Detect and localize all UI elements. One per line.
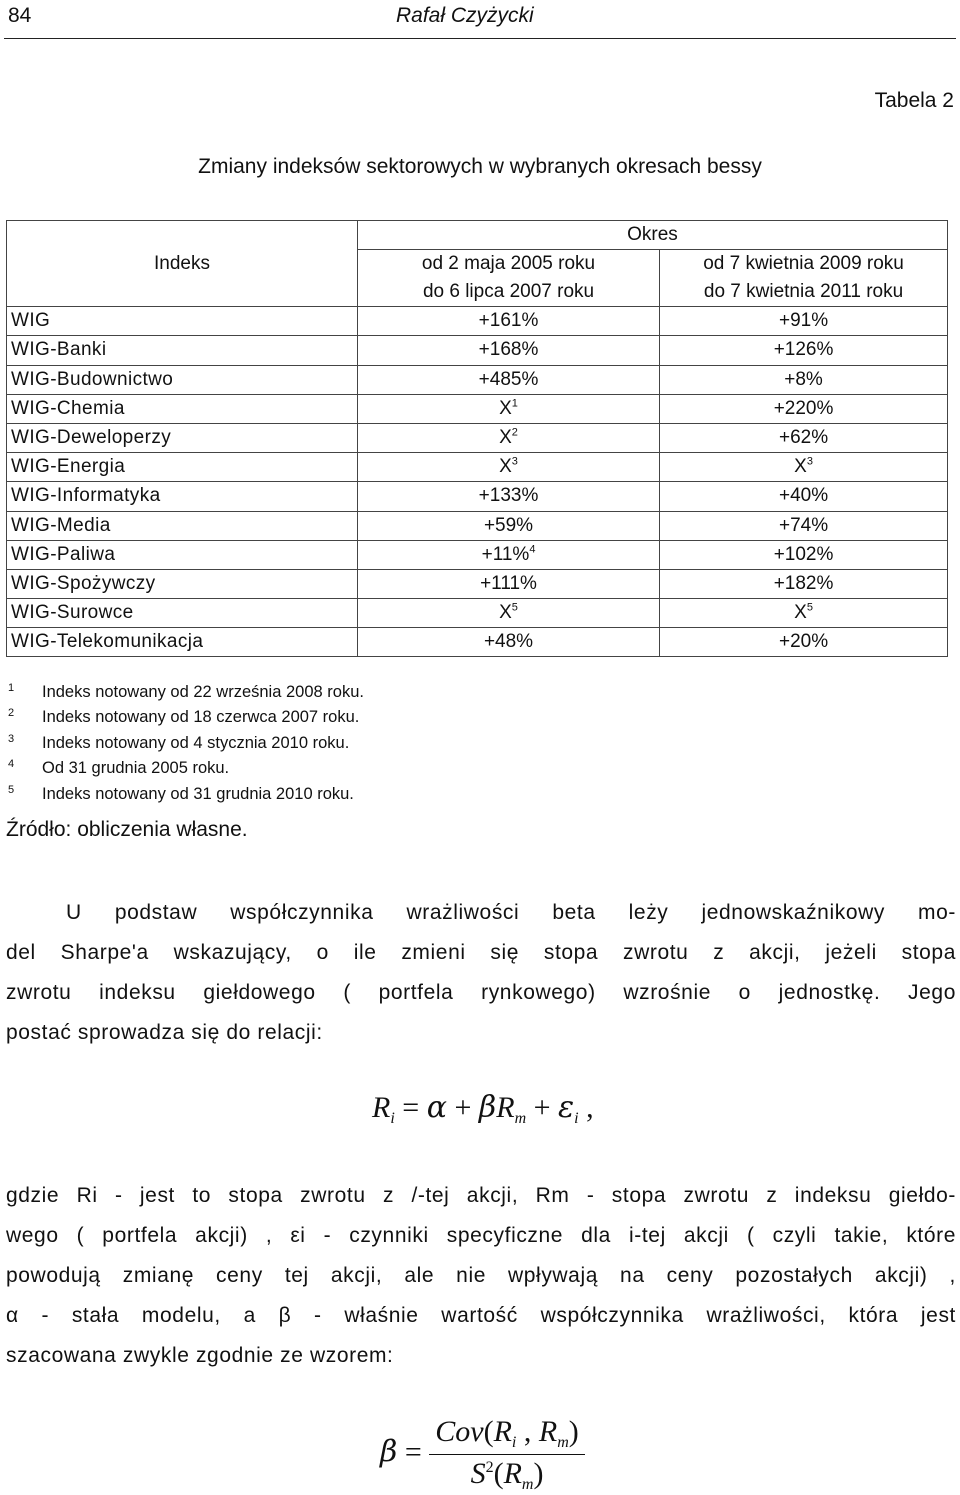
table-row [7,482,948,511]
row-value-p2 [660,599,948,628]
text-line: α - stała modelu, a β - właśnie wartość współczynnika wrażliwości, która jest [6,1304,956,1327]
period-2-line-2: do 7 kwietnia 2011 roku [703,281,904,303]
formula-sharpe-model: $R_i = \alpha + \beta R_m + \varepsilon_i$ , [372,1090,594,1127]
row-value-p1 [357,453,659,482]
row-value-p2 [660,336,948,365]
value-text: X [499,456,512,478]
column-header-period-2 [660,250,948,307]
table-label: Tabela 2 [874,89,954,112]
row-value-p1 [357,365,659,394]
row-index-name: WIG-Paliwa [7,540,358,569]
value-text: +74% [778,514,829,536]
period-1-line-2: do 6 lipca 2007 roku [422,281,595,303]
text-line: postać sprowadza się do relacji: [6,1021,323,1044]
value-text: +91% [778,310,829,332]
beta-fraction: $\frac{Cov(R_i , R_m)}{S^2(R_m)}$ [429,1415,585,1494]
row-value-p2 [660,453,948,482]
value-text: +8% [784,368,823,390]
row-index-name: WIG-Banki [7,336,358,365]
page-header [0,0,960,40]
source-note: Źródło: obliczenia własne. [6,818,248,841]
row-index-name: WIG-Surowce [7,599,358,628]
text-line: U podstaw współczynnika wrażliwości beta leży jednowskaźnikowy mo- [66,901,956,924]
text-line: powodują zmianę ceny tej akcji, ale nie wpływają na ceny pozostałych akcji) , [6,1264,956,1287]
text-line: szacowana zwykle zgodnie ze wzorem: [6,1344,394,1367]
footnote [8,680,364,705]
paragraph-definitions [6,1176,956,1376]
formula-beta: β = $\frac{Cov(R_i , R_m)}{S^2(R_m)}$ [380,1415,585,1494]
row-value-p2 [660,423,948,452]
value-text: +161% [478,310,539,332]
period-2-line-1: od 7 kwietnia 2009 roku [703,253,904,275]
row-value-p1 [357,540,659,569]
footnote-ref: 3 [806,455,813,468]
row-index-name: WIG [7,307,358,336]
footnote [8,782,364,807]
row-value-p1 [357,336,659,365]
row-value-p1 [357,482,659,511]
running-head-author: Rafał Czyżycki [396,4,534,27]
row-index-name: WIG-Energia [7,453,358,482]
value-text: +20% [778,631,829,653]
column-header-period-1 [357,250,659,307]
page-number: 84 [8,4,32,27]
table-row [7,540,948,569]
table-row [7,394,948,423]
row-value-p1 [357,511,659,540]
value-text: +11% [481,543,530,565]
footnote-mark: 1 [8,682,15,694]
table-row [7,599,948,628]
text-line: wego ( portfela akcji) , εi - czynniki specyficzne dla i-tej akcji ( czyli takie, które [6,1224,956,1247]
row-index-name: WIG-Deweloperzy [7,423,358,452]
column-header-index: Indeks [7,221,358,307]
footnote-ref: 2 [511,426,518,439]
row-value-p2 [660,394,948,423]
footnote-ref: 3 [511,455,518,468]
row-index-name: WIG-Budownictwo [7,365,358,394]
paragraph-intro [6,893,956,1053]
footnote-mark: 2 [8,707,15,720]
table-row [7,307,948,336]
value-text: +59% [483,514,534,536]
value-text: +133% [478,485,539,507]
value-text: X [499,602,512,624]
value-text: +168% [478,339,539,361]
value-text: +62% [778,427,829,449]
row-index-name: WIG-Media [7,511,358,540]
value-text: +182% [773,572,834,594]
footnote [8,705,364,730]
value-text: +111% [480,572,537,594]
period-1-line-1: od 2 maja 2005 roku [421,253,596,275]
text-line: gdzie Ri - jest to stopa zwrotu z /-tej akcji, Rm - stopa zwrotu z indeksu giełdo- [6,1184,956,1207]
table-row [7,511,948,540]
footnote-text: Od 31 grudnia 2005 roku. [42,759,230,778]
footnote-ref: 5 [511,601,518,614]
value-text: X [794,456,807,478]
row-value-p2 [660,628,948,657]
footnote-mark: 5 [8,783,15,796]
footnote [8,756,364,781]
row-value-p1 [357,569,659,598]
row-value-p1 [357,628,659,657]
row-index-name: WIG-Spożywczy [7,569,358,598]
value-text: +485% [478,368,539,390]
table-row [7,569,948,598]
table-row [7,453,948,482]
row-value-p1 [357,307,659,336]
footnote-mark: 3 [8,732,15,745]
value-text: X [499,427,512,449]
header-rule [4,38,956,39]
value-text: +102% [773,543,834,565]
row-index-name: WIG-Telekomunikacja [7,628,358,657]
table-row [7,336,948,365]
footnote-text: Indeks notowany od 22 września 2008 roku. [42,683,364,701]
footnotes [8,680,364,807]
value-text: X [499,397,512,419]
footnote-text: Indeks notowany od 31 grudnia 2010 roku. [42,784,354,803]
column-group-header-okres: Okres [357,221,947,250]
row-value-p1 [357,599,659,628]
data-table [6,220,948,657]
value-text: +40% [778,485,829,507]
row-value-p1 [357,423,659,452]
row-index-name: WIG-Chemia [7,394,358,423]
text-line: zwrotu indeksu giełdowego ( portfela rynkowego) wzrośnie o jednostkę. Jego [6,981,956,1004]
value-text: +126% [773,339,834,361]
footnote [8,731,364,756]
table-body [7,307,948,657]
footnote-ref: 1 [511,397,518,410]
footnote-mark: 4 [8,758,15,771]
value-text: +48% [483,631,534,653]
row-value-p2 [660,511,948,540]
footnote-text: Indeks notowany od 4 stycznia 2010 roku. [42,733,350,752]
row-index-name: WIG-Informatyka [7,482,358,511]
row-value-p2 [660,540,948,569]
table-row [7,365,948,394]
value-text: +220% [773,397,834,419]
row-value-p2 [660,569,948,598]
footnote-text: Indeks notowany od 18 czerwca 2007 roku. [42,708,360,727]
footnote-ref: 4 [529,543,536,556]
row-value-p2 [660,307,948,336]
row-value-p2 [660,482,948,511]
footnote-ref: 5 [806,601,813,614]
table-row [7,628,948,657]
row-value-p1 [357,394,659,423]
value-text: X [794,602,807,624]
row-value-p2 [660,365,948,394]
text-line: del Sharpe'a wskazujący, o ile zmieni się stopa zwrotu z akcji, jeżeli stopa [6,941,956,964]
table-title: Zmiany indeksów sektorowych w wybranych okresach bessy [198,155,762,178]
table-row [7,423,948,452]
